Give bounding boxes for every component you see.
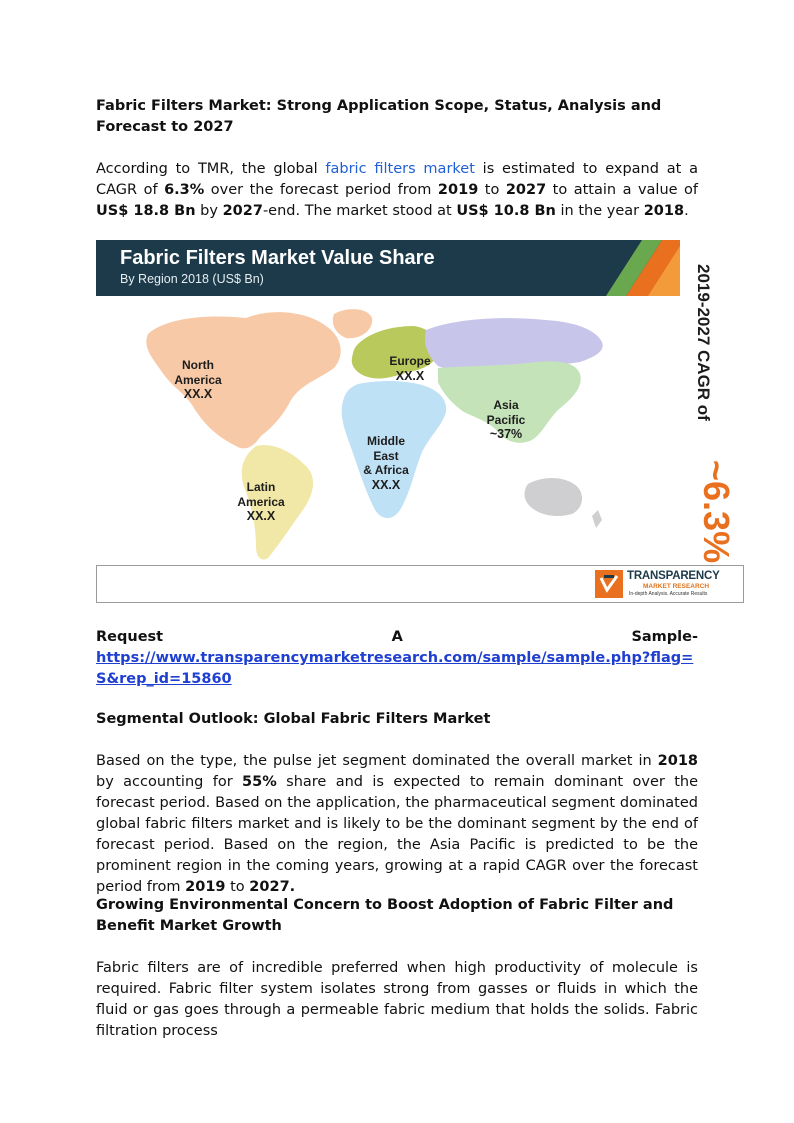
label-north-america xyxy=(166,358,230,402)
region-value: ~37% xyxy=(489,427,523,441)
paragraph-text: Based on the type, the pulse jet segment dominated the overall market in xyxy=(96,753,658,769)
sample-url-link[interactable]: https://www.transparencymarketresearch.com/sample/sample.php?flag=S&rep_id=15860 xyxy=(96,650,694,687)
infographic-banner xyxy=(96,240,680,296)
region-value: XX.X xyxy=(395,368,425,383)
request-word: A xyxy=(391,629,403,645)
intro-text: to xyxy=(478,182,506,198)
region-name: Middle xyxy=(367,434,405,448)
paragraph-text: share and is expected to remain dominant over the forecast period. Based on the application, the pharmaceutical segment dominated global fabric filters market and is likely to be the dominant segment by the end of forecast period. Based on the region, the Asia Pacific is predicted to be the prominent region in the coming years, growing at a rapid CAGR over the forecast period from xyxy=(96,774,698,895)
greenland-region xyxy=(333,309,372,338)
tmr-logo xyxy=(595,569,737,601)
year-bold: 2019 xyxy=(437,182,479,198)
value-bold: US$ 10.8 Bn xyxy=(456,203,556,219)
section-heading: Growing Environmental Concern to Boost Adoption of Fabric Filter and Benefit Market Growth xyxy=(96,897,674,934)
intro-text: to attain a value of xyxy=(546,182,699,198)
cagr-bold: 6.3% xyxy=(164,182,205,198)
request-word: Sample- xyxy=(631,629,698,645)
intro-paragraph xyxy=(96,159,698,222)
year-bold: 2027. xyxy=(249,879,296,895)
north-asia-region xyxy=(425,318,603,370)
year-bold: 2018 xyxy=(657,753,698,769)
intro-text: over the forecast period from xyxy=(204,182,438,198)
section-paragraph xyxy=(96,751,698,898)
world-map xyxy=(96,296,686,565)
region-value: XX.X xyxy=(371,477,401,492)
segmental-outlook-section xyxy=(96,709,698,898)
value-bold: US$ 18.8 Bn xyxy=(96,203,196,219)
section-paragraph: Fabric filters are of incredible preferred when high productivity of molecule is required. Fabric filter system isolates strong from gasses or fluids in which the fluid or gas goes through a permeable fabric medium that holds the solids. Fabric filtration process xyxy=(96,960,698,1039)
paragraph-text: to xyxy=(225,879,250,895)
tmr-logo-icon xyxy=(595,570,623,598)
new-zealand-region xyxy=(592,510,602,528)
article xyxy=(96,96,698,222)
logo-tagline: In-depth Analysis. Accurate Results xyxy=(629,591,708,597)
intro-text: According to TMR, the global xyxy=(96,161,326,177)
market-infographic xyxy=(96,240,746,605)
request-sample-line xyxy=(96,627,698,648)
cagr-label: 2019-2027 CAGR of xyxy=(694,264,713,421)
share-bold: 55% xyxy=(242,774,277,790)
environmental-concern-section xyxy=(96,895,698,1042)
region-name: East xyxy=(373,448,399,463)
cagr-vertical-text xyxy=(686,264,742,564)
infographic-footer xyxy=(96,565,744,603)
label-europe xyxy=(380,354,440,383)
year-bold: 2018 xyxy=(643,203,685,219)
article-title: Fabric Filters Market: Strong Application Scope, Status, Analysis and Forecast to 2027 xyxy=(96,98,662,135)
region-name: America xyxy=(174,372,222,387)
section-heading: Segmental Outlook: Global Fabric Filters Market xyxy=(96,711,491,727)
region-value: XX.X xyxy=(183,387,213,401)
region-name: Latin xyxy=(246,480,276,494)
region-name: America xyxy=(237,494,285,509)
infographic-subtitle: By Region 2018 (US$ Bn) xyxy=(120,272,264,286)
region-name: & Africa xyxy=(363,463,409,477)
oceania-region xyxy=(525,478,583,516)
cagr-value: ~6.3% xyxy=(696,460,737,564)
region-name: Asia xyxy=(493,398,519,412)
intro-text: -end. The market stood at xyxy=(262,203,457,219)
market-link[interactable]: fabric filters market xyxy=(325,161,475,177)
request-word: Request xyxy=(96,629,164,645)
region-name: Pacific xyxy=(486,412,526,427)
label-asia-pacific xyxy=(476,398,536,442)
region-name: Europe xyxy=(389,354,431,368)
year-bold: 2019 xyxy=(185,879,226,895)
region-value: XX.X xyxy=(246,509,276,523)
label-latin-america xyxy=(228,480,294,524)
logo-main-text: TRANSPARENCY xyxy=(627,570,720,582)
year-bold: 2027 xyxy=(505,182,547,198)
infographic-title: Fabric Filters Market Value Share xyxy=(120,247,435,269)
intro-text: . xyxy=(684,203,689,219)
paragraph-text: by accounting for xyxy=(96,774,243,790)
label-middle-east-africa xyxy=(352,434,420,492)
intro-text: in the year xyxy=(555,203,644,219)
logo-sub-text: MARKET RESEARCH xyxy=(643,583,710,590)
region-name: North xyxy=(182,358,214,372)
intro-text: by xyxy=(195,203,223,219)
intro-text: is estimated to expand at a CAGR of xyxy=(96,161,698,198)
year-bold: 2027 xyxy=(222,203,263,219)
